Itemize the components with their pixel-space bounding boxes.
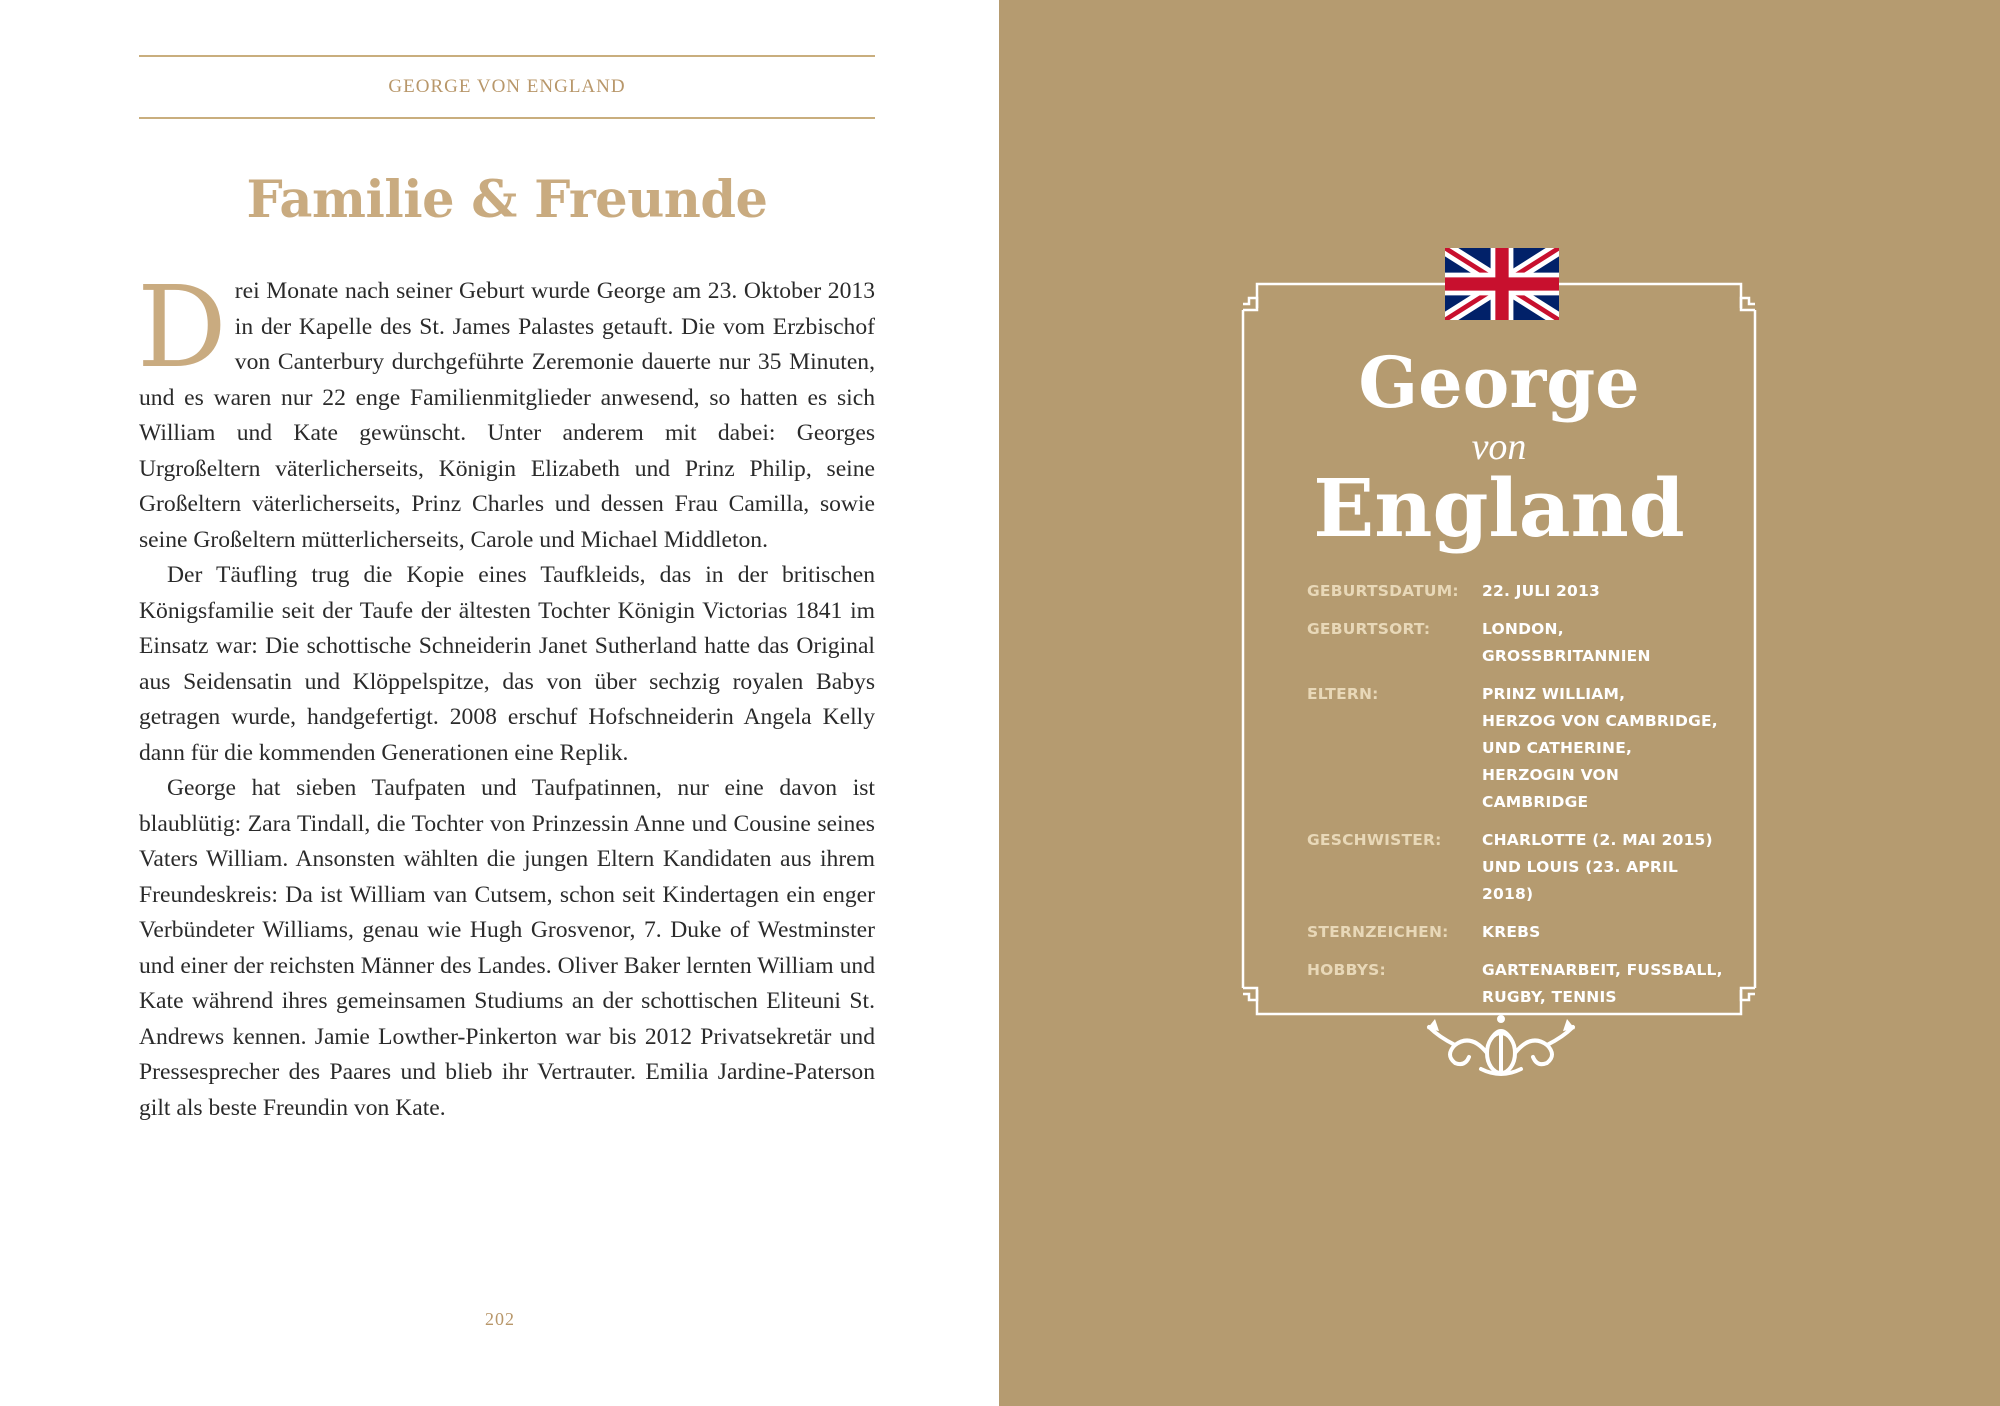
fact-value <box>1482 616 1727 670</box>
fact-value-line: UND CATHERINE, <box>1482 739 1633 757</box>
paragraph-1-text: rei Monate nach seiner Geburt wurde George am 23. Oktober 2013 in der Kapelle des St. James Palastes getauft. Die vom Erzbischof von Canterbury durchgeführte Zeremonie dauerte nur 35 Minuten, und es waren nur 22 enge Familienmitglieder anwesend, so hatten es sich William und Kate gewünscht. Unter anderem mit dabei: Georges Urgroßeltern väterlicherseits, Königin Elizabeth und Prinz Philip, seine Großeltern väterlicherseits, Prinz Charles und dessen Frau Camilla, sowie seine Großeltern mütterlicherseits, Carole und Michael Middleton. <box>139 278 875 553</box>
fact-row <box>1307 616 1727 670</box>
fact-value <box>1482 578 1727 605</box>
paragraph-2: Der Täufling trug die Kopie eines Taufkleids, das in der britischen Königsfamilie seit der Taufe der ältesten Tochter Königin Victorias 1841 im Einsatz war: Die schottische Schneiderin Janet Sutherland hatte das Original aus Seidensatin und Klöppelspitze, das von über sechzig royalen Babys getragen wurde, handgefertigt. 2008 erschuf Hofschneiderin Angela Kelly dann für die kommenden Generationen eine Replik. <box>139 562 875 766</box>
fact-row <box>1307 578 1727 605</box>
page-number: 202 <box>485 1309 515 1329</box>
fact-value-line: GROSSBRITANNIEN <box>1482 647 1651 665</box>
fact-value-line: KREBS <box>1482 923 1541 941</box>
running-head-text: GEORGE VON ENGLAND <box>388 76 626 97</box>
fact-label: ELTERN: <box>1307 685 1379 703</box>
fact-value-line: PRINZ WILLIAM, <box>1482 685 1626 703</box>
union-jack-flag-icon <box>1445 248 1559 320</box>
fact-label: HOBBYS: <box>1307 961 1386 979</box>
fact-label: GESCHWISTER: <box>1307 831 1442 849</box>
fact-value <box>1482 957 1727 1011</box>
paragraph-3: George hat sieben Taufpaten und Taufpatinnen, nur eine davon ist blaublütig: Zara Tindall, die Tochter von Prinzessin Anne und Cousine seines Vaters William. Ansonsten wählten die jungen Eltern Kandidaten aus ihrem Freundeskreis: Da ist William van Cutsem, schon seit Kindertagen ein enger Verbündeter Williams, genau wie Hugh Grosvenor, 7. Duke of Westminster und einer der reichsten Männer des Landes. Oliver Baker lernten William und Kate während ihres gemeinsamen Studiums an der schottischen Eliteuni St. Andrews kennen. Jamie Lowther-Pinkerton war bis 2012 Privatsekretär und Pressesprecher des Paares und blieb ihr Vertrauter. Emilia Jardine-Paterson gilt als beste Freundin von Kate. <box>139 775 875 1121</box>
fact-value-line: RUGBY, TENNIS <box>1482 988 1617 1006</box>
profile-name-line2: England <box>1313 461 1685 555</box>
right-page <box>999 0 2000 1406</box>
running-head <box>139 55 875 119</box>
fact-label: STERNZEICHEN: <box>1307 923 1449 941</box>
fact-value <box>1482 681 1727 816</box>
profile-name-von: von <box>1471 426 1527 468</box>
fact-value-line: HERZOGIN VON <box>1482 766 1620 784</box>
drop-cap: D <box>137 263 227 393</box>
paragraph-1 <box>137 263 875 558</box>
fact-value-line: 22. JULI 2013 <box>1482 582 1600 600</box>
fact-value-line: CHARLOTTE (2. MAI 2015) <box>1482 831 1713 849</box>
fleur-ornament-icon <box>1421 1013 1581 1081</box>
fact-value-line: HERZOG VON CAMBRIDGE, <box>1482 712 1718 730</box>
profile-name-line1: George <box>1358 341 1640 424</box>
fact-row <box>1307 827 1727 908</box>
fact-row <box>1307 919 1727 946</box>
fact-row <box>1307 957 1727 1011</box>
fact-value-line: CAMBRIDGE <box>1482 793 1589 811</box>
fact-value-line: UND LOUIS (23. APRIL 2018) <box>1482 858 1679 903</box>
fact-label: GEBURTSORT: <box>1307 620 1431 638</box>
fact-value-line: LONDON, <box>1482 620 1564 638</box>
fact-label: GEBURTSDATUM: <box>1307 582 1459 600</box>
fact-row <box>1307 681 1727 816</box>
fact-value <box>1482 919 1727 946</box>
fact-list <box>1307 578 1727 1022</box>
fact-value <box>1482 827 1727 908</box>
fact-value-line: GARTENARBEIT, FUSSBALL, <box>1482 961 1723 979</box>
chapter-title: Familie & Freunde <box>246 170 768 230</box>
body-text <box>137 263 875 1126</box>
left-page <box>0 0 999 1406</box>
